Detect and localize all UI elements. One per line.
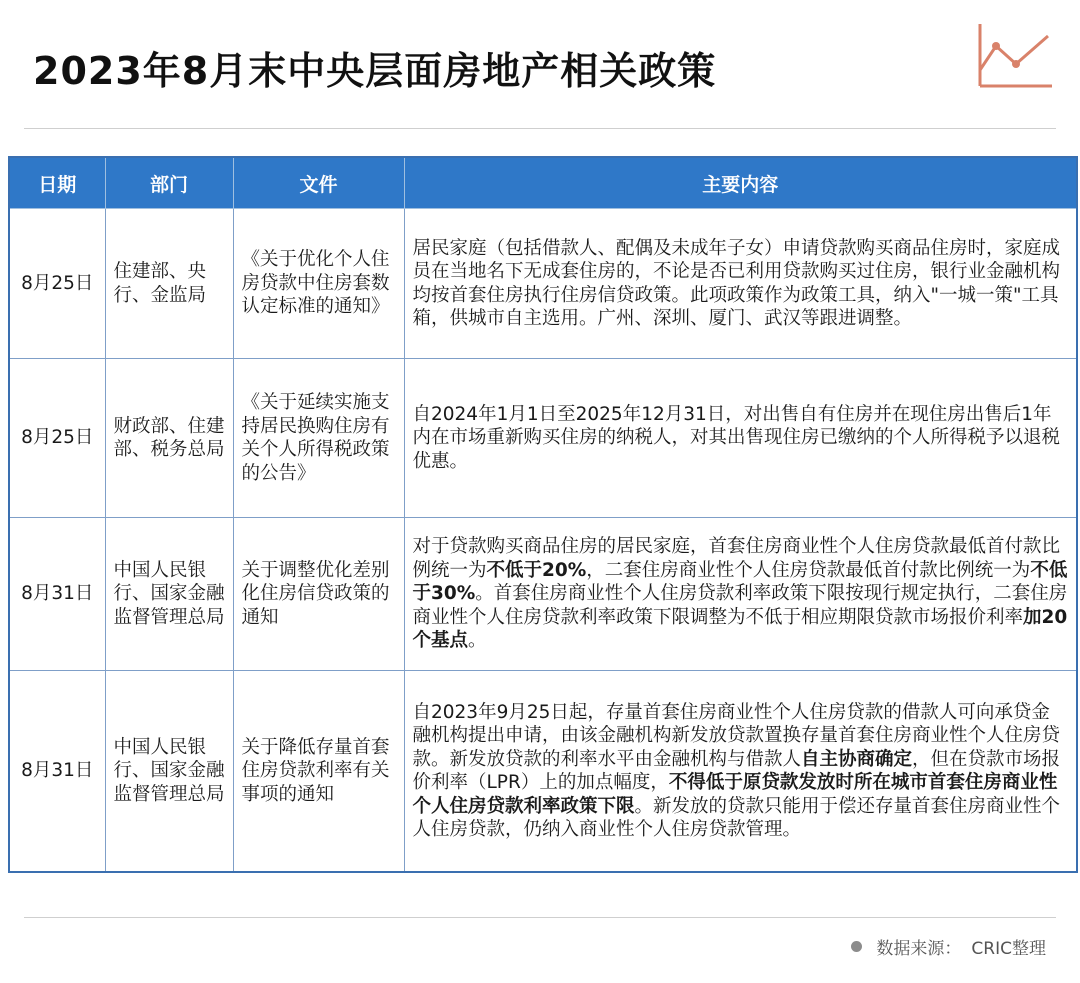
row-content [404, 671, 1077, 873]
table-row [9, 209, 1077, 359]
row-date: 8月25日 [9, 359, 105, 518]
content-segment: 自2024年1月1日至2025年12月31日，对出售自有住房并在现住房出售后1年内在市场重新购买住房的纳税人，对其出售现住房已缴纳的个人所得税予以退税优惠。 [412, 403, 1061, 472]
row-dept: 中国人民银行、国家金融监督管理总局 [105, 518, 233, 671]
row-doc: 关于降低存量首套住房贷款利率有关事项的通知 [233, 671, 404, 873]
content-segment: 。首套住房商业性个人住房贷款利率政策下限按现行规定执行，二套住房商业性个人住房贷款利率政策下限调整为不低于相应期限贷款市场报价利率 [412, 583, 1068, 628]
content-segment: 。新发放的贷款只能用于偿还存量首套住房商业性个人住房贷款，仍纳入商业性个人住房贷款管理。 [412, 795, 1061, 840]
data-source [851, 934, 1046, 959]
content-segment: 对于贷款购买商品住房的居民家庭，首套住房商业性个人住房贷款最低首付款比例统一为 [412, 536, 1061, 581]
table-row [9, 518, 1077, 671]
header-doc: 文件 [233, 157, 404, 209]
page-title: 2023年8月末中央层面房地产相关政策 [33, 49, 717, 93]
content-bold-segment: 加20个基点 [412, 606, 1068, 652]
row-content [404, 518, 1077, 671]
chart-logo-icon [972, 20, 1056, 94]
title-divider [24, 128, 1056, 129]
header-content: 主要内容 [404, 157, 1077, 209]
content-bold-segment: 自主协商确定 [801, 748, 913, 770]
content-bold-segment: 不得低于原贷款发放时所在城市首套住房商业性个人住房贷款利率政策下限 [412, 772, 1058, 817]
source-value: CRIC整理 [971, 939, 1046, 959]
content-segment: 。 [468, 630, 487, 652]
content-segment: ，二套住房商业性个人住房贷款最低首付款比例统一为 [586, 559, 1031, 581]
row-date: 8月31日 [9, 671, 105, 873]
row-date: 8月25日 [9, 209, 105, 359]
row-date: 8月31日 [9, 518, 105, 671]
row-dept: 中国人民银行、国家金融监督管理总局 [105, 671, 233, 873]
row-doc: 关于调整优化差别化住房信贷政策的通知 [233, 518, 404, 671]
content-segment: 自2023年9月25日起，存量首套住房商业性个人住房贷款的借款人可向承贷金融机构提出申请，由该金融机构新发放贷款置换存量首套住房商业性个人住房贷款。新发放贷款的利率水平由金融机构与借款人 [412, 701, 1061, 770]
table-header-row [9, 157, 1077, 209]
policy-table [8, 156, 1078, 873]
source-label: 数据来源： [876, 939, 962, 959]
row-content [404, 359, 1077, 518]
row-doc: 《关于优化个人住房贷款中住房套数认定标准的通知》 [233, 209, 404, 359]
table-row [9, 671, 1077, 873]
bullet-dot-icon [851, 941, 862, 952]
row-dept: 财政部、住建部、税务总局 [105, 359, 233, 518]
content-bold-segment: 不低于20% [486, 559, 587, 581]
content-bold-segment: 不低于30% [412, 559, 1068, 605]
footer-divider [24, 917, 1056, 918]
row-dept: 住建部、央行、金监局 [105, 209, 233, 359]
table-row [9, 359, 1077, 518]
header-date: 日期 [9, 157, 105, 209]
header-dept: 部门 [105, 157, 233, 209]
row-doc: 《关于延续实施支持居民换购住房有关个人所得税政策的公告》 [233, 359, 404, 518]
content-segment: 居民家庭（包括借款人、配偶及未成年子女）申请贷款购买商品住房时，家庭成员在当地名下无成套住房的，不论是否已利用贷款购买过住房，银行业金融机构均按首套住房执行住房信贷政策。此项政策作为政策工具，纳入"一城一策"工具箱，供城市自主选用。广州、深圳、厦门、武汉等跟进调整。 [412, 237, 1061, 329]
row-content [404, 209, 1077, 359]
content-segment: ，但在贷款市场报价利率（LPR）上的加点幅度， [412, 748, 1061, 793]
